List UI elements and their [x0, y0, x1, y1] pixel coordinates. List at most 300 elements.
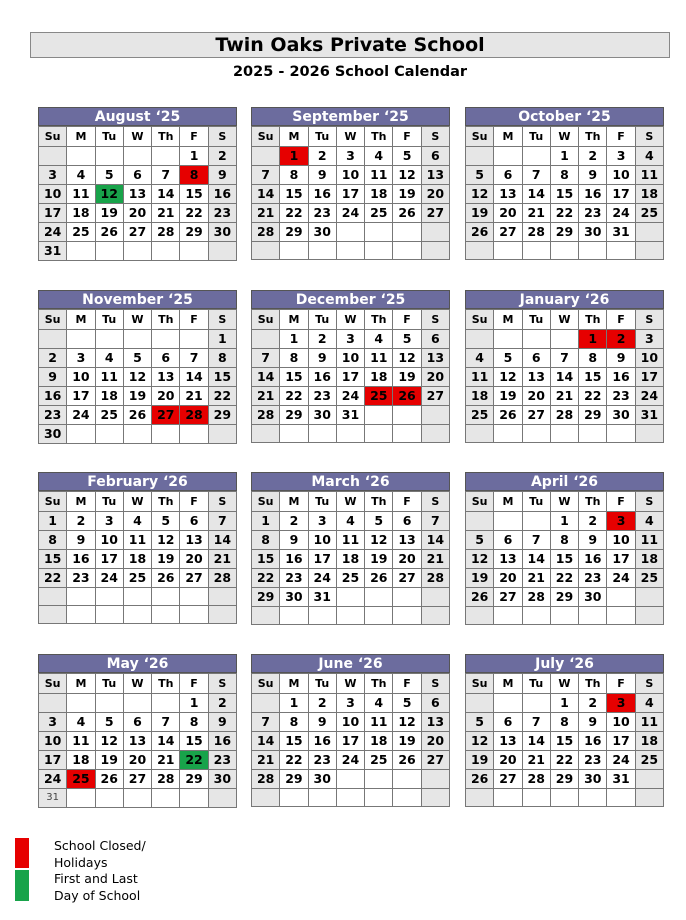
day-cell: 3 [607, 147, 635, 166]
day-cell: 14 [421, 531, 449, 550]
empty-cell [466, 242, 494, 260]
day-cell: 26 [123, 406, 151, 425]
day-cell: 24 [39, 770, 67, 789]
day-cell: 25 [635, 204, 663, 223]
day-cell: 13 [494, 732, 522, 751]
weekday-header: F [393, 310, 421, 330]
day-cell: 15 [579, 368, 607, 387]
day-cell: 8 [550, 166, 578, 185]
day-cell: 25 [123, 569, 151, 588]
day-cell: 25 [466, 406, 494, 425]
day-cell: 22 [280, 387, 308, 406]
day-cell: 6 [152, 349, 180, 368]
weekday-header: Tu [95, 127, 123, 147]
day-cell: 19 [466, 204, 494, 223]
weekday-header: Th [152, 127, 180, 147]
day-cell: 10 [308, 531, 336, 550]
day-cell: 2 [208, 147, 236, 166]
day-cell: 24 [635, 387, 663, 406]
day-cell: 8 [280, 349, 308, 368]
weekday-header: W [550, 674, 578, 694]
empty-cell [607, 588, 635, 607]
weekday-header: Th [579, 127, 607, 147]
empty-cell [152, 606, 180, 624]
day-cell: 5 [393, 330, 421, 349]
weekday-header: Su [252, 492, 280, 512]
day-cell: 6 [421, 330, 449, 349]
day-cell: 29 [180, 223, 208, 242]
day-cell: 24 [336, 204, 364, 223]
day-cell: 29 [550, 588, 578, 607]
day-cell: 16 [280, 550, 308, 569]
day-cell: 20 [152, 387, 180, 406]
weekday-header: Th [579, 310, 607, 330]
empty-cell [393, 242, 421, 260]
day-cell: 2 [280, 512, 308, 531]
day-cell: 26 [95, 770, 123, 789]
empty-cell [607, 789, 635, 807]
day-cell: 20 [421, 368, 449, 387]
day-cell: 23 [208, 751, 236, 770]
empty-cell [607, 425, 635, 443]
day-cell: 13 [421, 166, 449, 185]
empty-cell [180, 425, 208, 444]
day-cell: 4 [123, 512, 151, 531]
empty-cell [466, 147, 494, 166]
day-cell: 31 [39, 789, 67, 808]
day-cell: 31 [607, 223, 635, 242]
day-cell: 27 [393, 569, 421, 588]
day-cell: 6 [421, 147, 449, 166]
weekday-header: S [208, 674, 236, 694]
empty-cell [280, 607, 308, 625]
weekday-header: Tu [522, 492, 550, 512]
empty-cell [67, 694, 95, 713]
day-cell: 13 [494, 550, 522, 569]
day-cell: 17 [308, 550, 336, 569]
day-cell: 10 [39, 732, 67, 751]
empty-cell [180, 330, 208, 349]
day-cell: 13 [522, 368, 550, 387]
day-cell: 19 [123, 387, 151, 406]
day-cell: 14 [180, 368, 208, 387]
day-cell: 9 [39, 368, 67, 387]
day-cell: 1 [280, 330, 308, 349]
weekday-header: W [336, 674, 364, 694]
weekday-header: S [208, 492, 236, 512]
day-cell: 14 [152, 732, 180, 751]
day-cell: 16 [67, 550, 95, 569]
day-cell: 18 [336, 550, 364, 569]
day-cell: 22 [550, 569, 578, 588]
day-cell: 6 [123, 166, 151, 185]
empty-cell [208, 242, 236, 261]
day-cell: 14 [252, 368, 280, 387]
legend-closed-label: School Closed/ Holidays [54, 838, 146, 870]
day-cell: 6 [494, 531, 522, 550]
day-cell: 24 [607, 569, 635, 588]
weekday-header: Tu [308, 310, 336, 330]
day-cell: 20 [123, 204, 151, 223]
day-cell: 2 [308, 330, 336, 349]
day-cell: 21 [180, 387, 208, 406]
page-subtitle: 2025 - 2026 School Calendar [232, 64, 468, 80]
day-cell: 20 [421, 185, 449, 204]
day-cell: 19 [393, 185, 421, 204]
day-cell: 8 [280, 166, 308, 185]
day-cell: 10 [336, 713, 364, 732]
day-cell: 4 [67, 713, 95, 732]
day-cell: 26 [494, 406, 522, 425]
empty-cell [550, 330, 578, 349]
empty-cell [123, 789, 151, 808]
day-cell: 16 [579, 550, 607, 569]
day-cell: 12 [494, 368, 522, 387]
day-cell: 22 [180, 751, 208, 770]
day-cell: 17 [607, 732, 635, 751]
empty-cell [39, 588, 67, 606]
day-cell: 31 [308, 588, 336, 607]
day-cell: 22 [252, 569, 280, 588]
day-cell: 16 [579, 185, 607, 204]
empty-cell [635, 242, 663, 260]
weekday-header: M [280, 127, 308, 147]
empty-cell [494, 694, 522, 713]
empty-cell [67, 588, 95, 606]
month-title: September ‘25 [251, 107, 450, 126]
weekday-header: W [123, 492, 151, 512]
day-cell: 11 [466, 368, 494, 387]
day-cell: 16 [39, 387, 67, 406]
day-cell: 28 [152, 223, 180, 242]
day-cell: 18 [466, 387, 494, 406]
empty-cell [95, 606, 123, 624]
day-cell: 28 [522, 770, 550, 789]
day-cell: 11 [123, 531, 151, 550]
weekday-header: F [607, 492, 635, 512]
empty-cell [365, 588, 393, 607]
day-cell: 5 [494, 349, 522, 368]
day-cell: 21 [252, 751, 280, 770]
weekday-header: S [421, 310, 449, 330]
weekday-header: M [67, 127, 95, 147]
day-cell: 7 [252, 349, 280, 368]
weekday-header: M [494, 127, 522, 147]
weekday-header: Tu [308, 674, 336, 694]
day-cell: 28 [180, 406, 208, 425]
day-cell: 27 [421, 204, 449, 223]
empty-cell [522, 425, 550, 443]
empty-cell [95, 147, 123, 166]
day-cell: 3 [67, 349, 95, 368]
day-cell: 1 [252, 512, 280, 531]
day-cell: 17 [95, 550, 123, 569]
day-cell: 12 [95, 185, 123, 204]
empty-cell [280, 242, 308, 260]
day-cell: 18 [365, 368, 393, 387]
weekday-header: Th [579, 674, 607, 694]
day-cell: 25 [336, 569, 364, 588]
day-cell: 23 [308, 387, 336, 406]
day-cell: 7 [522, 531, 550, 550]
day-cell: 22 [180, 204, 208, 223]
day-cell: 26 [393, 387, 421, 406]
day-cell: 2 [607, 330, 635, 349]
day-cell: 29 [579, 406, 607, 425]
day-cell: 7 [522, 166, 550, 185]
month-title: October ‘25 [465, 107, 664, 126]
day-cell: 28 [252, 223, 280, 242]
empty-cell [494, 512, 522, 531]
day-cell: 29 [208, 406, 236, 425]
empty-cell [522, 330, 550, 349]
weekday-header: S [635, 492, 663, 512]
day-cell: 21 [208, 550, 236, 569]
day-cell: 10 [67, 368, 95, 387]
empty-cell [365, 406, 393, 425]
day-cell: 2 [579, 512, 607, 531]
day-cell: 26 [466, 770, 494, 789]
day-cell: 7 [180, 349, 208, 368]
day-cell: 19 [466, 751, 494, 770]
day-cell: 14 [522, 550, 550, 569]
legend-first-last-swatch [15, 870, 29, 901]
empty-cell [152, 147, 180, 166]
empty-cell [152, 789, 180, 808]
empty-cell [208, 789, 236, 808]
empty-cell [208, 606, 236, 624]
day-cell: 26 [466, 588, 494, 607]
weekday-header: S [635, 127, 663, 147]
empty-cell [39, 606, 67, 624]
day-cell: 21 [522, 751, 550, 770]
weekday-header: F [180, 310, 208, 330]
day-cell: 24 [607, 751, 635, 770]
day-cell: 4 [466, 349, 494, 368]
weekday-header: F [607, 310, 635, 330]
weekday-header: Su [466, 310, 494, 330]
day-cell: 23 [579, 751, 607, 770]
day-cell: 13 [421, 349, 449, 368]
day-cell: 11 [67, 185, 95, 204]
day-cell: 12 [466, 185, 494, 204]
weekday-header: M [280, 310, 308, 330]
empty-cell [365, 242, 393, 260]
empty-cell [421, 425, 449, 443]
day-cell: 16 [607, 368, 635, 387]
empty-cell [280, 789, 308, 807]
day-cell: 25 [365, 751, 393, 770]
empty-cell [522, 147, 550, 166]
weekday-header: W [123, 310, 151, 330]
day-cell: 21 [522, 204, 550, 223]
weekday-header: W [550, 492, 578, 512]
weekday-header: M [494, 310, 522, 330]
empty-cell [365, 770, 393, 789]
day-cell: 9 [208, 166, 236, 185]
day-cell: 3 [39, 166, 67, 185]
weekday-header: S [421, 492, 449, 512]
day-cell: 25 [365, 204, 393, 223]
weekday-header: Th [365, 310, 393, 330]
day-cell: 8 [252, 531, 280, 550]
day-cell: 6 [123, 713, 151, 732]
empty-cell [579, 242, 607, 260]
empty-cell [365, 223, 393, 242]
weekday-header: F [393, 674, 421, 694]
empty-cell [67, 425, 95, 444]
day-cell: 17 [39, 204, 67, 223]
empty-cell [152, 588, 180, 606]
day-cell: 27 [123, 770, 151, 789]
weekday-header: Su [252, 127, 280, 147]
empty-cell [208, 425, 236, 444]
day-cell: 15 [180, 732, 208, 751]
day-cell: 9 [308, 166, 336, 185]
day-cell: 17 [67, 387, 95, 406]
day-cell: 15 [39, 550, 67, 569]
weekday-header: W [550, 127, 578, 147]
empty-cell [494, 242, 522, 260]
empty-cell [336, 607, 364, 625]
weekday-header: M [280, 674, 308, 694]
day-cell: 13 [123, 732, 151, 751]
month-calendar [38, 107, 237, 261]
empty-cell [421, 607, 449, 625]
weekday-header: W [123, 127, 151, 147]
day-cell: 18 [635, 732, 663, 751]
empty-cell [180, 606, 208, 624]
empty-cell [95, 789, 123, 808]
month-calendar [465, 654, 664, 807]
day-cell: 22 [280, 751, 308, 770]
day-cell: 15 [280, 732, 308, 751]
day-cell: 12 [393, 713, 421, 732]
empty-cell [95, 588, 123, 606]
weekday-header: F [607, 674, 635, 694]
day-cell: 1 [550, 694, 578, 713]
day-cell: 26 [466, 223, 494, 242]
empty-cell [336, 789, 364, 807]
day-cell: 11 [67, 732, 95, 751]
day-cell: 5 [466, 713, 494, 732]
weekday-header: F [607, 127, 635, 147]
day-cell: 5 [466, 166, 494, 185]
month-calendar [465, 472, 664, 625]
day-cell: 28 [522, 588, 550, 607]
day-cell: 3 [635, 330, 663, 349]
day-cell: 4 [635, 147, 663, 166]
day-cell: 4 [365, 330, 393, 349]
day-cell: 15 [550, 732, 578, 751]
day-cell: 7 [522, 713, 550, 732]
day-cell: 24 [67, 406, 95, 425]
day-cell: 24 [336, 751, 364, 770]
empty-cell [252, 330, 280, 349]
day-cell: 12 [152, 531, 180, 550]
day-cell: 9 [579, 166, 607, 185]
day-cell: 30 [308, 406, 336, 425]
day-cell: 7 [152, 166, 180, 185]
day-cell: 28 [252, 406, 280, 425]
empty-cell [123, 588, 151, 606]
day-cell: 18 [123, 550, 151, 569]
day-cell: 8 [39, 531, 67, 550]
empty-cell [494, 147, 522, 166]
weekday-header: S [421, 674, 449, 694]
day-cell: 31 [607, 770, 635, 789]
empty-cell [336, 242, 364, 260]
day-cell: 10 [336, 349, 364, 368]
empty-cell [308, 242, 336, 260]
empty-cell [421, 789, 449, 807]
empty-cell [67, 242, 95, 261]
day-cell: 1 [280, 147, 308, 166]
day-cell: 4 [67, 166, 95, 185]
empty-cell [550, 789, 578, 807]
day-cell: 5 [466, 531, 494, 550]
weekday-header: Su [39, 492, 67, 512]
month-title: August ‘25 [38, 107, 237, 126]
day-cell: 22 [550, 204, 578, 223]
empty-cell [336, 770, 364, 789]
day-cell: 18 [95, 387, 123, 406]
month-calendar [38, 472, 237, 624]
empty-cell [308, 425, 336, 443]
empty-cell [67, 147, 95, 166]
empty-cell [39, 330, 67, 349]
day-cell: 1 [180, 147, 208, 166]
weekday-header: Su [39, 674, 67, 694]
weekday-header: Tu [522, 310, 550, 330]
day-cell: 18 [365, 185, 393, 204]
empty-cell [393, 425, 421, 443]
empty-cell [365, 425, 393, 443]
day-cell: 27 [522, 406, 550, 425]
empty-cell [522, 242, 550, 260]
day-cell: 29 [550, 770, 578, 789]
day-cell: 30 [579, 223, 607, 242]
day-cell: 29 [280, 406, 308, 425]
month-calendar [251, 107, 450, 260]
day-cell: 3 [308, 512, 336, 531]
empty-cell [393, 406, 421, 425]
day-cell: 2 [579, 147, 607, 166]
day-cell: 12 [466, 550, 494, 569]
day-cell: 4 [365, 694, 393, 713]
day-cell: 27 [494, 588, 522, 607]
day-cell: 2 [208, 694, 236, 713]
weekday-header: M [67, 492, 95, 512]
day-cell: 31 [635, 406, 663, 425]
day-cell: 25 [95, 406, 123, 425]
month-title: April ‘26 [465, 472, 664, 491]
empty-cell [252, 789, 280, 807]
day-cell: 9 [308, 713, 336, 732]
empty-cell [635, 425, 663, 443]
day-cell: 26 [95, 223, 123, 242]
day-cell: 25 [635, 751, 663, 770]
empty-cell [336, 588, 364, 607]
day-cell: 6 [421, 694, 449, 713]
day-cell: 6 [393, 512, 421, 531]
weekday-header: S [635, 310, 663, 330]
empty-cell [421, 242, 449, 260]
day-cell: 21 [252, 387, 280, 406]
day-cell: 19 [365, 550, 393, 569]
month-title: July ‘26 [465, 654, 664, 673]
empty-cell [494, 330, 522, 349]
